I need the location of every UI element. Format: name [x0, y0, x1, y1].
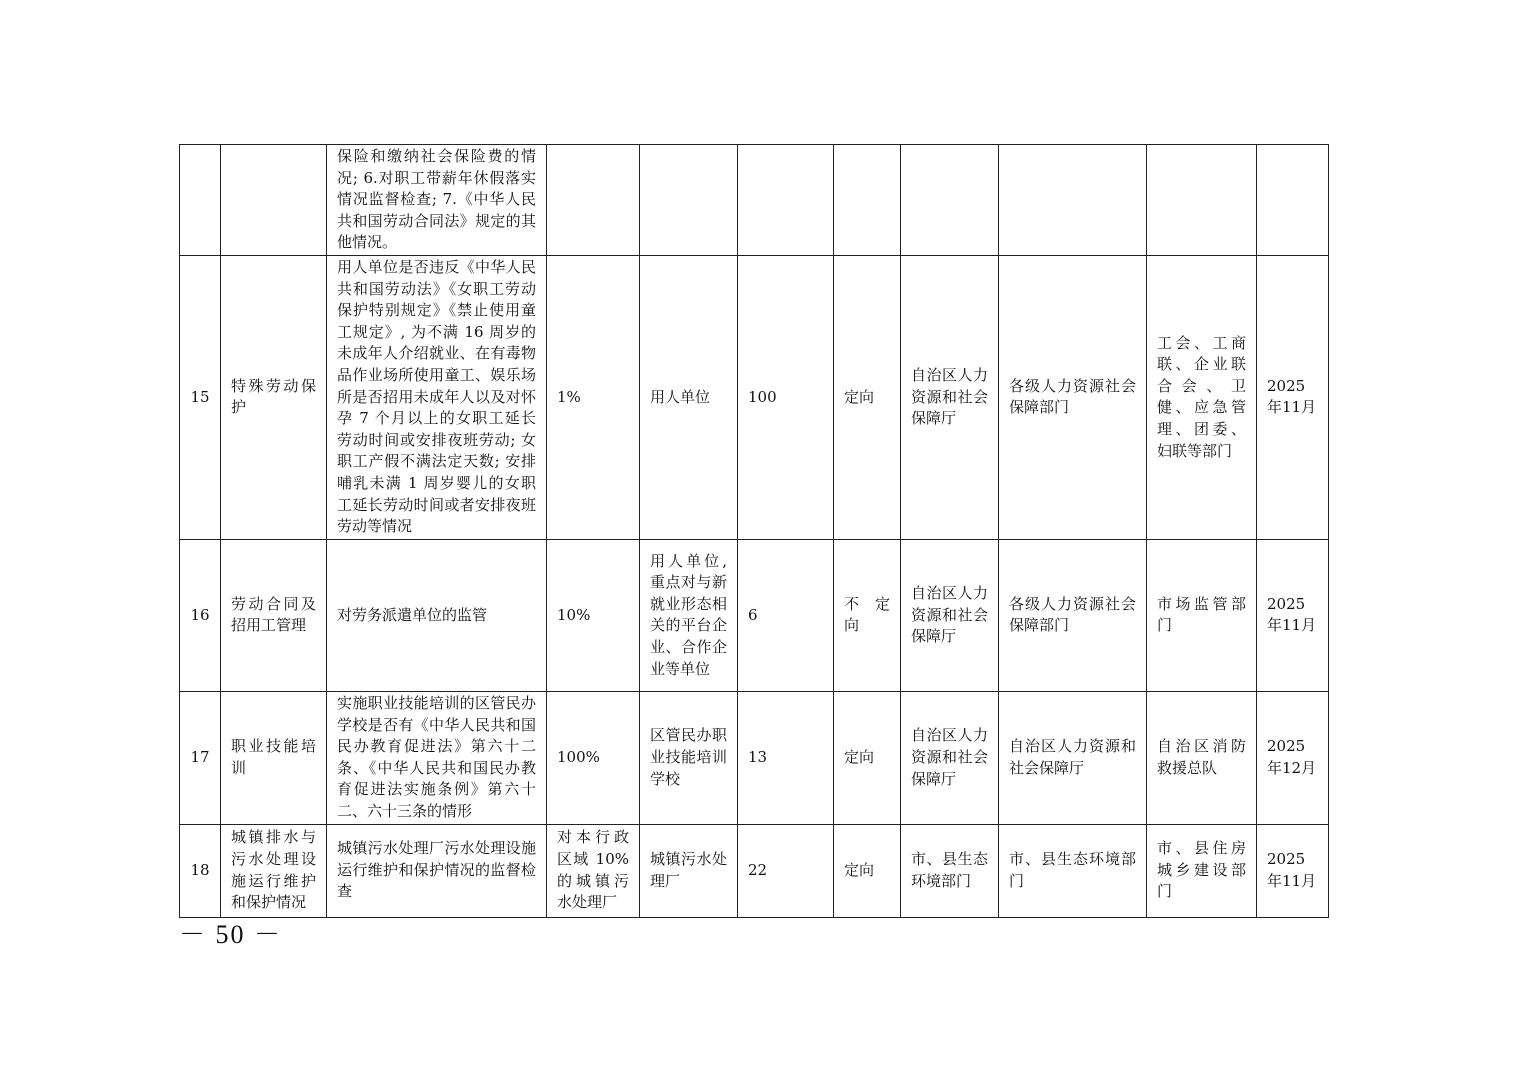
inspection-item: 特殊劳动保护	[221, 255, 327, 539]
inspection-item: 城镇排水与污水处理设施运行维护和保护情况	[221, 824, 327, 917]
inspection-content: 保险和缴纳社会保险费的情况; 6.对职工带薪年休假落实情况监督检查; 7.《中华人民共和国劳动合同法》规定的其他情况。	[327, 145, 547, 256]
table-row	[180, 691, 1329, 824]
completion-time: 2025年11月	[1257, 824, 1329, 917]
lead-department	[901, 145, 999, 256]
inspection-content: 实施职业技能培训的区管民办学校是否有《中华人民共和国民办教育促进法》第六十二条、《中华人民共和国民办教育促进法实施条例》第六十二、六十三条的情形	[327, 691, 547, 824]
inspection-content: 城镇污水处理厂污水处理设施运行维护和保护情况的监督检查	[327, 824, 547, 917]
sampling-ratio: 100%	[547, 691, 640, 824]
lead-department: 自治区人力资源和社会保障厅	[901, 255, 999, 539]
inspection-item	[221, 145, 327, 256]
row-number: 15	[180, 255, 221, 539]
sampling-ratio	[547, 145, 640, 256]
sampling-ratio: 对本行政区域 10% 的城镇污水处理厂	[547, 824, 640, 917]
inspection-item: 劳动合同及招用工管理	[221, 539, 327, 691]
page-number: － 50 －	[179, 920, 283, 949]
implementing-department: 市、县生态环境部门	[999, 824, 1147, 917]
inspection-content: 对劳务派遣单位的监管	[327, 539, 547, 691]
target-count: 6	[738, 539, 834, 691]
inspection-method: 定向	[834, 824, 901, 917]
table-row	[180, 145, 1329, 256]
sampling-ratio: 1%	[547, 255, 640, 539]
cooperating-departments: 市、县住房城乡建设部门	[1147, 824, 1257, 917]
implementing-department	[999, 145, 1147, 256]
completion-time: 2025年11月	[1257, 255, 1329, 539]
inspection-target: 城镇污水处理厂	[640, 824, 738, 917]
cooperating-departments	[1147, 145, 1257, 256]
cooperating-departments: 工会、工商联、企业联合会、卫健、应急管理、团委、妇联等部门	[1147, 255, 1257, 539]
completion-time	[1257, 145, 1329, 256]
inspection-method: 定向	[834, 691, 901, 824]
inspection-method: 不 定向	[834, 539, 901, 691]
table-row	[180, 539, 1329, 691]
lead-department: 市、县生态环境部门	[901, 824, 999, 917]
row-number: 16	[180, 539, 221, 691]
row-number	[180, 145, 221, 256]
row-number: 17	[180, 691, 221, 824]
cooperating-departments: 市场监管部门	[1147, 539, 1257, 691]
inspection-method: 定向	[834, 255, 901, 539]
lead-department: 自治区人力资源和社会保障厅	[901, 691, 999, 824]
inspection-target: 区管民办职业技能培训学校	[640, 691, 738, 824]
target-count: 22	[738, 824, 834, 917]
inspection-content: 用人单位是否违反《中华人民共和国劳动法》《女职工劳动保护特别规定》《禁止使用童工规定》, 为不满 16 周岁的未成年人介绍就业、在有毒物品作业场所使用童工、娱乐场所是否招用未成年人以及对怀孕 7 个月以上的女职工延长劳动时间或安排夜班劳动; 女职工产假不满法定天数; 安排哺乳未满 1 周岁婴儿的女职工延长劳动时间或者安排夜班劳动等情况	[327, 255, 547, 539]
inspection-method	[834, 145, 901, 256]
table-row	[180, 255, 1329, 539]
completion-time: 2025年12月	[1257, 691, 1329, 824]
inspection-table	[179, 144, 1329, 918]
target-count	[738, 145, 834, 256]
implementing-department: 各级人力资源社会保障部门	[999, 539, 1147, 691]
sampling-ratio: 10%	[547, 539, 640, 691]
completion-time: 2025年11月	[1257, 539, 1329, 691]
implementing-department: 自治区人力资源和社会保障厅	[999, 691, 1147, 824]
inspection-target	[640, 145, 738, 256]
inspection-item: 职业技能培训	[221, 691, 327, 824]
implementing-department: 各级人力资源社会保障部门	[999, 255, 1147, 539]
lead-department: 自治区人力资源和社会保障厅	[901, 539, 999, 691]
target-count: 13	[738, 691, 834, 824]
inspection-target: 用人单位, 重点对与新就业形态相关的平台企业、合作企业等单位	[640, 539, 738, 691]
inspection-target: 用人单位	[640, 255, 738, 539]
target-count: 100	[738, 255, 834, 539]
row-number: 18	[180, 824, 221, 917]
cooperating-departments: 自治区消防救援总队	[1147, 691, 1257, 824]
table-row	[180, 824, 1329, 917]
